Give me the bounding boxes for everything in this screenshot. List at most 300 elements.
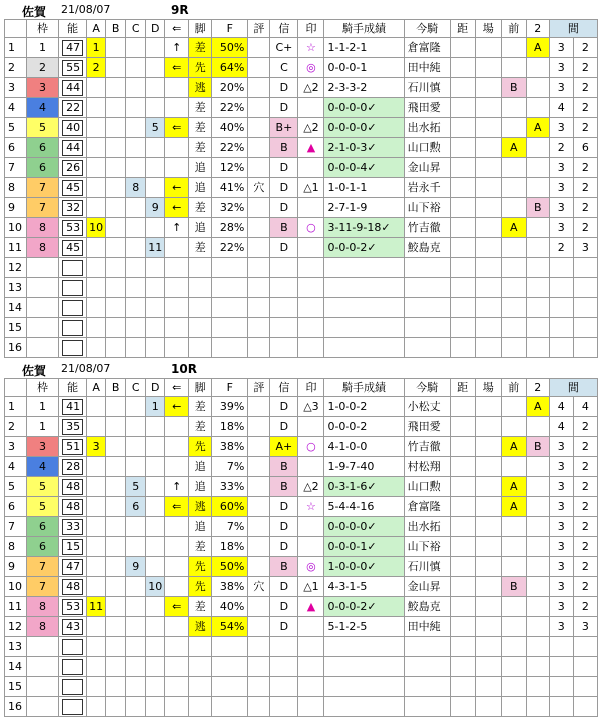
jockey-name-cell xyxy=(404,397,450,417)
column-header: 2 xyxy=(526,379,549,397)
mark-cell xyxy=(298,338,324,358)
confidence-cell-text: B xyxy=(280,221,288,234)
waku-cell-text: 5 xyxy=(39,500,47,513)
col-b xyxy=(106,657,126,677)
course-cell xyxy=(475,417,501,437)
col-d xyxy=(146,417,165,437)
interval-1-cell xyxy=(549,118,573,138)
running-style-cell xyxy=(189,577,212,597)
distance-cell xyxy=(450,497,475,517)
confidence-cell xyxy=(270,298,298,318)
horse-row xyxy=(5,397,598,417)
col-c xyxy=(126,517,146,537)
col-c xyxy=(126,697,146,717)
horse-row xyxy=(5,118,598,138)
f-percent-cell xyxy=(212,677,248,697)
mark-cell xyxy=(298,497,324,517)
row-number-text: 5 xyxy=(8,121,15,134)
waku-cell xyxy=(27,298,59,318)
confidence-cell-text: D xyxy=(279,620,289,633)
ability-cell xyxy=(59,118,87,138)
previous-cell-text: A xyxy=(509,141,518,154)
arrow-cell xyxy=(165,98,189,118)
previous-cell xyxy=(501,38,526,58)
col-c xyxy=(126,98,146,118)
second-cell xyxy=(526,697,549,717)
jockey-name-cell xyxy=(404,38,450,58)
col-d-text: 10 xyxy=(148,580,163,593)
previous-cell xyxy=(501,298,526,318)
interval-1-cell xyxy=(549,637,573,657)
second-cell xyxy=(526,258,549,278)
horse-row xyxy=(5,158,598,178)
col-c xyxy=(126,318,146,338)
waku-cell xyxy=(27,138,59,158)
rating-cell xyxy=(248,437,270,457)
rating-cell xyxy=(248,657,270,677)
waku-cell xyxy=(27,218,59,238)
course-cell xyxy=(475,118,501,138)
interval-1-cell-text: 4 xyxy=(557,101,565,114)
waku-cell xyxy=(27,477,59,497)
previous-cell xyxy=(501,178,526,198)
distance-cell xyxy=(450,557,475,577)
interval-2-cell-text: 4 xyxy=(581,400,589,413)
second-cell xyxy=(526,397,549,417)
col-c xyxy=(126,78,146,98)
course-cell xyxy=(475,397,501,417)
confidence-cell-text: D xyxy=(279,420,289,433)
confidence-cell xyxy=(270,477,298,497)
col-c xyxy=(126,178,146,198)
horse-row xyxy=(5,198,598,218)
col-d xyxy=(146,278,165,298)
waku-cell xyxy=(27,58,59,78)
ability-cell xyxy=(59,198,87,218)
rating-cell xyxy=(248,138,270,158)
running-style-cell-text: 先 xyxy=(194,61,206,74)
waku-cell-text: 1 xyxy=(39,420,47,433)
column-header: 騎手成績 xyxy=(324,379,404,397)
interval-1-cell-text: 3 xyxy=(557,480,565,493)
f-percent-cell-text: 20% xyxy=(219,81,245,94)
ability-cell xyxy=(59,577,87,597)
jockey-record-cell xyxy=(324,537,404,557)
jockey-record-cell-text: 4-1-0-0 xyxy=(327,440,368,453)
f-percent-cell xyxy=(212,58,248,78)
ability-cell xyxy=(59,497,87,517)
f-percent-cell-text: 41% xyxy=(219,181,245,194)
interval-2-cell xyxy=(573,58,597,78)
interval-1-cell xyxy=(549,517,573,537)
col-b xyxy=(106,617,126,637)
col-b xyxy=(106,397,126,417)
course-cell xyxy=(475,577,501,597)
col-b xyxy=(106,318,126,338)
second-cell-text: B xyxy=(533,440,542,453)
ability-cell xyxy=(59,58,87,78)
row-number-text: 12 xyxy=(8,261,22,274)
row-number xyxy=(5,138,27,158)
waku-cell-text: 6 xyxy=(39,520,47,533)
col-d xyxy=(146,637,165,657)
col-c xyxy=(126,238,146,258)
col-c xyxy=(126,58,146,78)
rating-cell xyxy=(248,557,270,577)
jockey-record-cell xyxy=(324,58,404,78)
mark-cell xyxy=(298,657,324,677)
col-b xyxy=(106,517,126,537)
confidence-cell-text: C+ xyxy=(275,41,293,54)
col-a xyxy=(87,278,106,298)
column-header: F xyxy=(212,379,248,397)
arrow-cell-text: ⇐ xyxy=(172,121,182,134)
arrow-cell xyxy=(165,457,189,477)
column-header: 枠 xyxy=(27,20,59,38)
col-d xyxy=(146,198,165,218)
waku-cell xyxy=(27,178,59,198)
interval-1-cell-text: 3 xyxy=(557,580,565,593)
arrow-cell-text: ← xyxy=(172,181,182,194)
waku-cell-text: 8 xyxy=(39,600,47,613)
col-d xyxy=(146,258,165,278)
arrow-cell-text: ↑ xyxy=(172,41,182,54)
running-style-cell-text: 追 xyxy=(194,460,206,473)
column-header: ⇐ xyxy=(165,20,189,38)
jockey-record-cell-text: 0-0-0-2✓ xyxy=(327,241,377,254)
ability-value: 32 xyxy=(62,200,83,216)
interval-1-cell-text: 3 xyxy=(557,201,565,214)
column-header xyxy=(5,379,27,397)
confidence-cell-text: B xyxy=(280,460,288,473)
previous-cell-text: B xyxy=(509,580,518,593)
col-a xyxy=(87,477,106,497)
mark-cell-text: ◎ xyxy=(306,560,316,573)
mark-cell xyxy=(298,178,324,198)
course-cell xyxy=(475,457,501,477)
jockey-record-cell xyxy=(324,338,404,358)
running-style-cell-text: 逃 xyxy=(194,620,206,633)
jockey-name-cell-text: 村松翔 xyxy=(407,460,441,473)
previous-cell xyxy=(501,617,526,637)
jockey-name-cell xyxy=(404,477,450,497)
row-number-text: 7 xyxy=(8,520,15,533)
jockey-record-cell-text: 0-0-0-0✓ xyxy=(327,121,377,134)
running-style-cell xyxy=(189,278,212,298)
running-style-cell xyxy=(189,78,212,98)
col-c xyxy=(126,397,146,417)
col-b xyxy=(106,697,126,717)
jockey-record-cell-text: 2-3-3-2 xyxy=(327,81,368,94)
interval-2-cell-text: 2 xyxy=(581,201,589,214)
rating-cell xyxy=(248,218,270,238)
col-b xyxy=(106,577,126,597)
mark-cell xyxy=(298,218,324,238)
running-style-cell xyxy=(189,158,212,178)
confidence-cell xyxy=(270,158,298,178)
row-number-text: 15 xyxy=(8,321,22,334)
col-a-text: 1 xyxy=(92,41,100,54)
running-style-cell xyxy=(189,118,212,138)
interval-1-cell xyxy=(549,697,573,717)
arrow-cell xyxy=(165,58,189,78)
rating-cell xyxy=(248,338,270,358)
jockey-record-cell-text: 0-0-0-2 xyxy=(327,420,368,433)
jockey-name-cell xyxy=(404,637,450,657)
interval-1-cell xyxy=(549,497,573,517)
distance-cell xyxy=(450,258,475,278)
jockey-record-cell-text: 1-0-0-2 xyxy=(327,400,368,413)
col-a xyxy=(87,298,106,318)
jockey-name-cell-text: 鮫島克 xyxy=(407,600,441,613)
mark-cell-text: ○ xyxy=(306,221,316,234)
second-cell xyxy=(526,198,549,218)
ability-cell xyxy=(59,477,87,497)
rating-cell xyxy=(248,298,270,318)
interval-1-cell-text: 3 xyxy=(557,540,565,553)
horse-row xyxy=(5,537,598,557)
interval-2-cell-text: 2 xyxy=(581,520,589,533)
col-c xyxy=(126,537,146,557)
col-d xyxy=(146,457,165,477)
row-number xyxy=(5,158,27,178)
col-a xyxy=(87,417,106,437)
interval-2-cell-text: 2 xyxy=(581,221,589,234)
race-table xyxy=(4,19,598,358)
second-cell xyxy=(526,457,549,477)
race-block-9r xyxy=(0,0,602,358)
row-number xyxy=(5,38,27,58)
running-style-cell xyxy=(189,397,212,417)
waku-cell-text: 1 xyxy=(39,400,47,413)
jockey-record-cell xyxy=(324,278,404,298)
jockey-name-cell xyxy=(404,338,450,358)
arrow-cell xyxy=(165,437,189,457)
mark-cell-text: ▲ xyxy=(306,600,316,613)
waku-cell-text: 8 xyxy=(39,241,47,254)
column-header: D xyxy=(146,379,165,397)
distance-cell xyxy=(450,457,475,477)
col-a xyxy=(87,457,106,477)
rating-cell xyxy=(248,158,270,178)
jockey-name-cell-text: 飛田愛 xyxy=(407,101,441,114)
col-c xyxy=(126,637,146,657)
row-number-text: 3 xyxy=(8,440,15,453)
ability-cell xyxy=(59,637,87,657)
running-style-cell-text: 逃 xyxy=(194,81,206,94)
second-cell xyxy=(526,138,549,158)
distance-cell xyxy=(450,417,475,437)
confidence-cell xyxy=(270,38,298,58)
confidence-cell xyxy=(270,178,298,198)
ability-cell xyxy=(59,98,87,118)
confidence-cell xyxy=(270,497,298,517)
ability-cell xyxy=(59,338,87,358)
f-percent-cell xyxy=(212,118,248,138)
course-cell xyxy=(475,597,501,617)
ability-value: 48 xyxy=(62,479,83,495)
waku-cell xyxy=(27,557,59,577)
interval-1-cell-text: 3 xyxy=(557,620,565,633)
confidence-cell xyxy=(270,318,298,338)
previous-cell xyxy=(501,258,526,278)
jockey-record-cell-text: 0-3-1-6✓ xyxy=(327,480,377,493)
race-number: 9R xyxy=(171,3,189,17)
arrow-cell xyxy=(165,557,189,577)
column-header: ⇐ xyxy=(165,379,189,397)
col-b xyxy=(106,537,126,557)
header-row xyxy=(5,20,598,38)
interval-2-cell xyxy=(573,118,597,138)
jockey-record-cell xyxy=(324,697,404,717)
row-number-text: 16 xyxy=(8,700,22,713)
jockey-name-cell-text: 竹吉徹 xyxy=(407,440,441,453)
arrow-cell xyxy=(165,497,189,517)
horse-row xyxy=(5,477,598,497)
jockey-name-cell xyxy=(404,657,450,677)
arrow-cell xyxy=(165,417,189,437)
row-number xyxy=(5,417,27,437)
running-style-cell-text: 差 xyxy=(194,41,206,54)
row-number-text: 10 xyxy=(8,580,22,593)
jockey-record-cell xyxy=(324,597,404,617)
col-b xyxy=(106,298,126,318)
confidence-cell-text: D xyxy=(279,520,289,533)
row-number xyxy=(5,218,27,238)
waku-cell-text: 3 xyxy=(39,81,47,94)
previous-cell xyxy=(501,338,526,358)
confidence-cell xyxy=(270,417,298,437)
interval-1-cell xyxy=(549,258,573,278)
interval-2-cell-text: 3 xyxy=(581,241,589,254)
interval-2-cell xyxy=(573,318,597,338)
ability-value: 48 xyxy=(62,579,83,595)
interval-1-cell xyxy=(549,657,573,677)
interval-2-cell xyxy=(573,457,597,477)
col-b xyxy=(106,138,126,158)
course-cell xyxy=(475,278,501,298)
second-cell xyxy=(526,218,549,238)
jockey-name-cell-text: 出水拓 xyxy=(407,121,441,134)
mark-cell xyxy=(298,278,324,298)
second-cell xyxy=(526,238,549,258)
waku-cell xyxy=(27,697,59,717)
waku-cell-text: 5 xyxy=(39,480,47,493)
f-percent-cell xyxy=(212,78,248,98)
jockey-name-cell xyxy=(404,597,450,617)
race-header xyxy=(0,359,602,378)
row-number-text: 4 xyxy=(8,460,15,473)
previous-cell-text: A xyxy=(509,221,518,234)
column-header: A xyxy=(87,20,106,38)
jockey-name-cell xyxy=(404,457,450,477)
jockey-record-cell-text: 3-11-9-18✓ xyxy=(327,221,391,234)
column-header: 信 xyxy=(270,20,298,38)
running-style-cell xyxy=(189,537,212,557)
previous-cell xyxy=(501,557,526,577)
jockey-record-cell-text: 1-1-2-1 xyxy=(327,41,368,54)
col-d-text: 1 xyxy=(151,400,159,413)
waku-cell xyxy=(27,617,59,637)
course-cell xyxy=(475,557,501,577)
interval-2-cell xyxy=(573,238,597,258)
col-c xyxy=(126,298,146,318)
interval-1-cell-text: 4 xyxy=(557,400,565,413)
f-percent-cell xyxy=(212,557,248,577)
jockey-record-cell xyxy=(324,477,404,497)
interval-2-cell xyxy=(573,637,597,657)
confidence-cell xyxy=(270,98,298,118)
column-header: 能 xyxy=(59,20,87,38)
column-header: F xyxy=(212,20,248,38)
jockey-record-cell xyxy=(324,198,404,218)
arrow-cell xyxy=(165,318,189,338)
col-d xyxy=(146,238,165,258)
f-percent-cell xyxy=(212,617,248,637)
waku-cell xyxy=(27,417,59,437)
race-place: 佐賀 xyxy=(22,5,47,19)
distance-cell xyxy=(450,278,475,298)
col-a xyxy=(87,617,106,637)
course-cell xyxy=(475,258,501,278)
confidence-cell-text: D xyxy=(279,540,289,553)
jockey-name-cell xyxy=(404,577,450,597)
jockey-name-cell xyxy=(404,138,450,158)
distance-cell xyxy=(450,677,475,697)
ability-value: 28 xyxy=(62,459,83,475)
ability-cell xyxy=(59,517,87,537)
rating-cell xyxy=(248,537,270,557)
jockey-name-cell xyxy=(404,218,450,238)
distance-cell xyxy=(450,657,475,677)
interval-1-cell-text: 3 xyxy=(557,500,565,513)
f-percent-cell-text: 7% xyxy=(226,460,245,473)
row-number xyxy=(5,557,27,577)
mark-cell-text: △2 xyxy=(303,81,319,94)
jockey-name-cell-text: 倉富隆 xyxy=(407,500,441,513)
horse-row xyxy=(5,338,598,358)
running-style-cell xyxy=(189,497,212,517)
mark-cell xyxy=(298,597,324,617)
distance-cell xyxy=(450,238,475,258)
col-b xyxy=(106,78,126,98)
jockey-record-cell xyxy=(324,557,404,577)
ability-value xyxy=(62,639,83,655)
running-style-cell-text: 差 xyxy=(194,201,206,214)
col-a xyxy=(87,178,106,198)
interval-1-cell xyxy=(549,537,573,557)
previous-cell xyxy=(501,657,526,677)
previous-cell xyxy=(501,577,526,597)
waku-cell xyxy=(27,98,59,118)
waku-cell-text: 6 xyxy=(39,161,47,174)
f-percent-cell-text: 22% xyxy=(219,241,245,254)
interval-1-cell-text: 3 xyxy=(557,161,565,174)
distance-cell xyxy=(450,477,475,497)
rating-cell xyxy=(248,198,270,218)
arrow-cell xyxy=(165,218,189,238)
ability-value: 53 xyxy=(62,220,83,236)
ability-value: 15 xyxy=(62,539,83,555)
mark-cell-text: ▲ xyxy=(306,141,316,154)
col-d xyxy=(146,138,165,158)
rating-cell xyxy=(248,517,270,537)
jockey-record-cell xyxy=(324,258,404,278)
previous-cell xyxy=(501,58,526,78)
jockey-record-cell xyxy=(324,38,404,58)
f-percent-cell xyxy=(212,198,248,218)
interval-1-cell xyxy=(549,158,573,178)
